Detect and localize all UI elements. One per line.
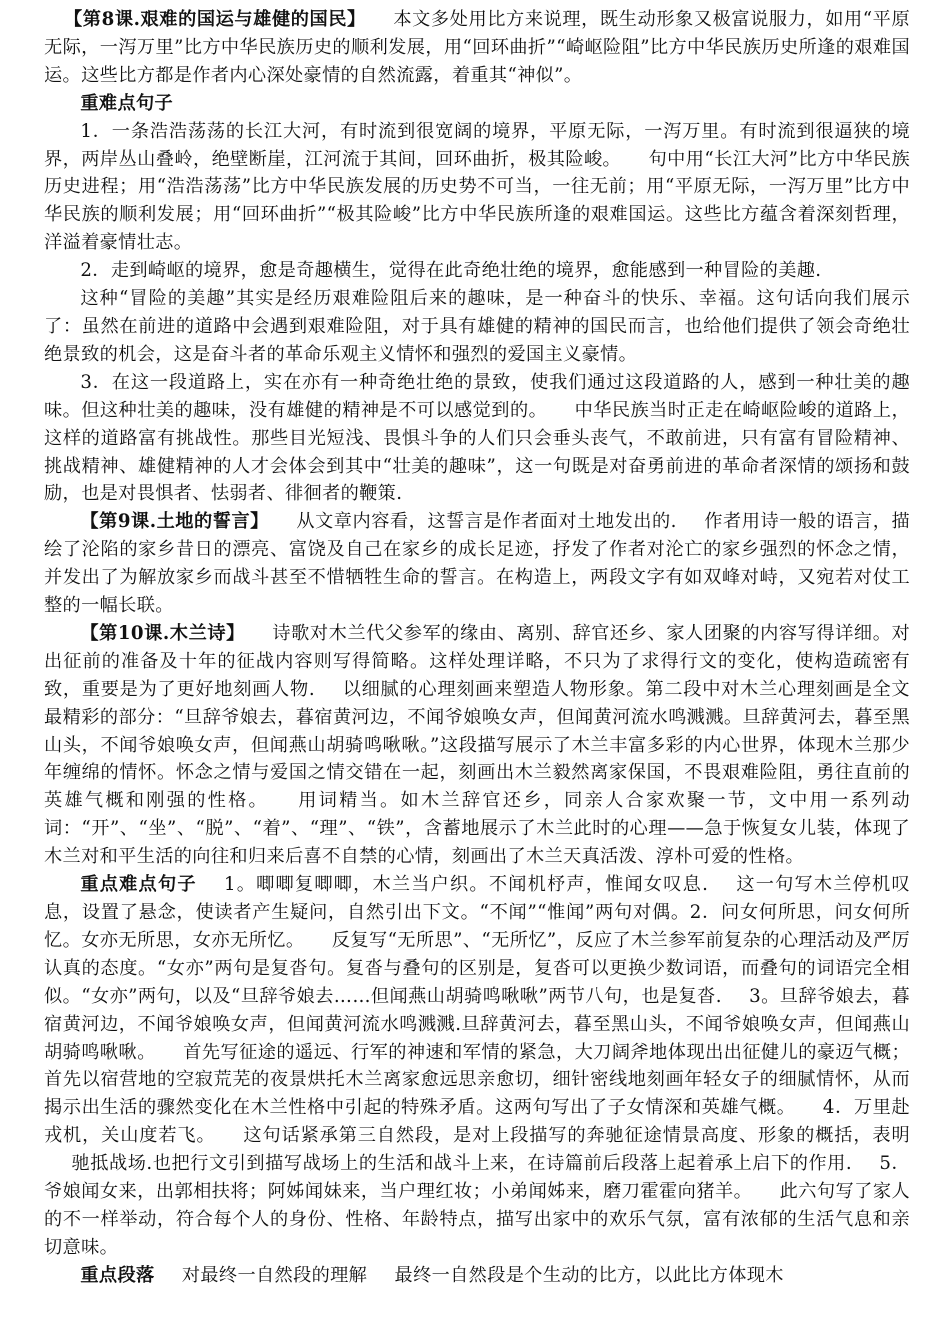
lesson10-k2-note: 反复写“无所思”、“无所忆”，反应了木兰参军前复杂的心理活动及严厉认真的态度。“女亦”两句是复沓句。复沓与叠句的区别是，复沓可以更换少数词语，而叠句的词语完全相似。“女亦”两句，以及“旦辞爷娘去……但闻燕山胡骑鸣啾啾”两节八句，也是复沓.	[44, 929, 910, 1007]
lesson10-k3: 3。旦辞爷娘去，暮宿黄河边，不闻爷娘唤女声，但闻黄河流水鸣溅溅.旦辞黄河去，暮至黑山头，不闻爷娘唤女声，但闻燕山胡骑鸣啾啾。	[44, 985, 910, 1063]
lesson10-key-paragraph	[44, 1262, 910, 1290]
lesson9-title: 【第9课.土地的誓言】	[80, 511, 269, 533]
lesson10-k1: 1。唧唧复唧唧，木兰当户织。不闻机杼声，惟闻女叹息.	[224, 874, 709, 896]
lesson10-k1-note: 这一句写木兰停机叹息，设置了悬念，使读者产生疑问，自然引出下文。“不闻”“惟闻”两句对偶。	[44, 874, 910, 923]
lesson8-s1-note: 句中用“长江大河”比方中华民族历史进程；用“浩浩荡荡”比方中华民族发展的历史势不可当，一往无前；用“平原无际，一泻万里”比方中华民族的顺利发展；用“回环曲折”“极其险峻”比方中华民族所逢的艰难国运。这些比方蕴含着深刻哲理，洋溢着豪情壮志。	[44, 148, 910, 254]
lesson8-sentence-2-note	[44, 285, 910, 369]
lesson10-p2: 以细腻的心理刻画来塑造人物形象。第二段中对木兰心理刻画是全文最精彩的部分：“旦辞爷娘去，暮宿黄河边，不闻爷娘唤女声，但闻黄河流水鸣溅溅。旦辞黄河去，暮至黑山头，不闻爷娘唤女声，但闻燕山胡骑鸣啾啾。”这段描写展示了木兰丰富多彩的内心世界，体现木兰那少年缠绵的情怀。怀念之情与爱国之情交错在一起，刻画出木兰毅然离家保国，不畏艰难险阻，勇往直前的英雄气概和刚强的性格。	[44, 678, 910, 812]
lesson10-para-text: 最终一自然段是个生动的比方，以此比方体现木	[394, 1264, 784, 1286]
lesson8-sentence-1	[44, 118, 910, 258]
lesson8-s2: 2．走到崎岖的境界，愈是奇趣横生，觉得在此奇绝壮绝的境界，愈能感到一种冒险的美趣.	[80, 260, 822, 282]
lesson8-key-heading: 重难点句子	[80, 92, 174, 114]
lesson9-paragraph	[44, 508, 910, 620]
lesson8-title: 【第8课.艰难的国运与雄健的国民】	[64, 9, 366, 30]
lesson8-s2-note: 这种“冒险的美趣”其实是经历艰难险阻后来的趣味，是一种奋斗的快乐、幸福。这句话向我们展示了：虽然在前进的道路中会遇到艰难险阻，对于具有雄健的精神的国民而言，也给他们提供了领会奇绝壮绝景致的机会，这是奋斗者的革命乐观主义情怀和强烈的爱国主义豪情。	[44, 288, 910, 365]
lesson10-k3-note: 首先写征途的遥远、行军的神速和军情的紧急，大刀阔斧地体现出出征健儿的豪迈气概；首先以宿营地的空寂荒芜的夜景烘托木兰离家愈远思亲愈切，细针密线地刻画年轻女子的细腻情怀，从而揭示出生活的骤然变化在木兰性格中引起的特殊矛盾。这两句写出了子女情深和英雄气概。	[44, 1041, 910, 1119]
lesson10-k5-note: 此六句写了家人的不一样举动，符合每个人的身份、性格、年龄特点，描写出家中的欢乐气氛，富有浓郁的生活气息和亲切意味。	[44, 1181, 910, 1258]
lesson10-k2: 2．问女何所思，问女何所忆。女亦无所思，女亦无所忆。	[44, 902, 910, 951]
lesson8-s1: 1．一条浩浩荡荡的长江大河，有时流到很宽阔的境界，平原无际，一泻万里。有时流到很逼狭的境界，两岸丛山叠岭，绝壁断崖，江河流于其间，回环曲折，极其险峻。	[44, 120, 910, 170]
lesson8-s3: 3．在这一段道路上，实在亦有一种奇绝壮绝的景致，使我们通过这段道路的人，感到一种壮美的趣味。但这种壮美的趣味，没有雄健的精神是不可以感觉到的。	[44, 371, 910, 421]
lesson10-k5: 5．爷娘闻女来，出郭相扶将；阿姊闻妹来，当户理红妆；小弟闻姊来，磨刀霍霍向猪羊。	[44, 1153, 910, 1203]
lesson10-para-heading: 重点段落	[80, 1264, 155, 1286]
lesson10-k4-note2: 驰抵战场.也把行文引到描写战场上的生活和战斗上来，在诗篇前后段落上起着承上启下的作用.	[71, 1153, 853, 1175]
lesson8-intro: 本文多处用比方来说理，既生动形象又极富说服力，如用“平原无际，一泻万里”比方中华民族历史的顺利发展，用“回环曲折”“崎岖险阻”比方中华民族历史所逢的艰难国运。这些比方都是作者内心深处豪情的自然流露，着重其“神似”。	[44, 9, 911, 86]
lesson10-k4: 4．万里赴戎机，关山度若飞。	[44, 1097, 910, 1147]
lesson10-k4-note: 这句话紧承第三自然段，是对上段描写的奔驰征途情景高度、形象的概括，表明	[242, 1125, 910, 1147]
lesson10-p3: 用词精当。如木兰辞官还乡，同亲人合家欢聚一节，文中用一系列动词：“开”、“坐”、“脱”、“着”、“理”、“铁”，含蓄地展示了木兰此时的心理——急于恢复女儿装，体现了木兰对和平生活的向往和归来后喜不自禁的心情，刻画出了木兰天真活泼、淳朴可爱的性格。	[44, 790, 910, 868]
lesson9-p2: 作者用诗一般的语言，描绘了沦陷的家乡昔日的漂亮、富饶及自己在家乡的成长足迹，抒发了作者对沦亡的家乡强烈的怀念之情，并发出了为解放家乡而战斗甚至不惜牺牲生命的誓言。在构造上，两段文字有如双峰对峙，又宛若对仗工整的一幅长联。	[44, 511, 911, 617]
lesson10-key-heading: 重点难点句子	[80, 874, 197, 896]
lesson9-p1: 从文章内容看，这誓言是作者面对土地发出的.	[296, 511, 677, 533]
lesson10-paragraph	[44, 620, 910, 871]
lesson10-p1: 诗歌对木兰代父参军的缘由、离别、辞官还乡、家人团聚的内容写得详细。对出征前的准备及十年的征战内容则写得简略。这样处理详略，不只为了求得行文的变化，使构造疏密有致，重要是为了更好地刻画人物.	[44, 622, 910, 700]
lesson8-sentence-3	[44, 369, 910, 509]
lesson8-intro-paragraph	[44, 6, 910, 90]
lesson10-title: 【第10课.木兰诗】	[80, 622, 245, 644]
lesson10-key-sentences	[44, 871, 910, 1262]
lesson8-sentence-2	[44, 257, 910, 285]
lesson10-para-sub: 对最终一自然段的理解	[181, 1264, 368, 1286]
lesson8-s3-note: 中华民族当时正走在崎岖险峻的道路上，这样的道路富有挑战性。那些目光短浅、畏惧斗争的人们只会垂头丧气，不敢前进，只有富有冒险精神、挑战精神、雄健精神的人才会体会到其中“壮美的趣味”，这一句既是对奋勇前进的革命者深情的颂扬和鼓励，也是对畏惧者、怯弱者、徘徊者的鞭策.	[44, 399, 910, 505]
lesson8-key-heading-line	[44, 90, 910, 118]
